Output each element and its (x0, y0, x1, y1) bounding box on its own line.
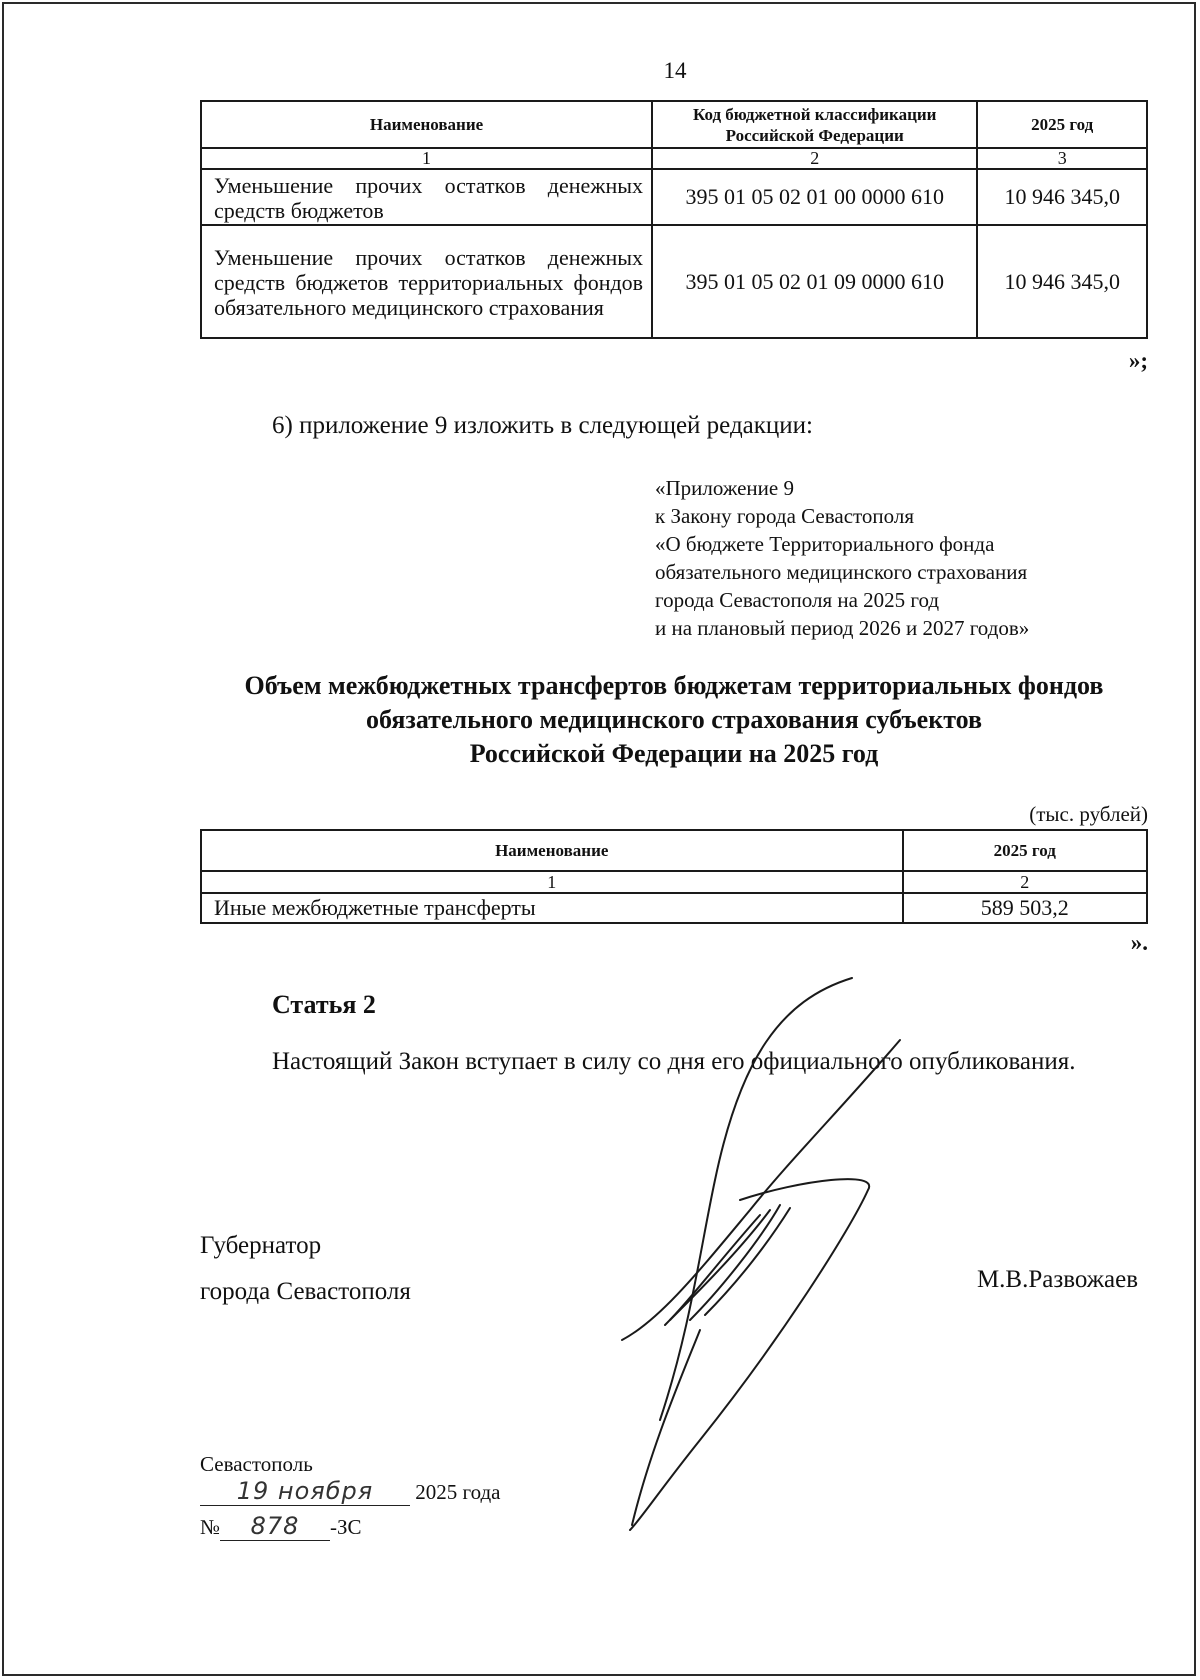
appendix-title-line: обязательного медицинского страхования субъектов (365, 705, 983, 734)
footer-date (200, 1477, 501, 1506)
number-prefix: № (200, 1515, 221, 1539)
column-number: 3 (977, 148, 1147, 169)
appendix-header-line: к Закону города Севастополя (655, 504, 915, 528)
handwritten-date: 19 ноября (200, 1477, 410, 1506)
unit-label: (тыс. рублей) (1029, 802, 1148, 826)
appendix-header (655, 474, 1029, 642)
row-value: 10 946 345,0 (977, 169, 1147, 225)
column-number: 2 (903, 871, 1147, 893)
row-name: Иные межбюджетные трансферты (201, 893, 903, 923)
row-code: 395 01 05 02 01 09 0000 610 (652, 225, 977, 338)
appendix-title-line: Российской Федерации на 2025 год (469, 739, 879, 768)
table2-closing-quote: ». (1130, 930, 1148, 955)
row-value: 10 946 345,0 (977, 225, 1147, 338)
page-number: 14 (663, 58, 687, 83)
article-text: Настоящий Закон вступает в силу со дня его официального опубликования. (272, 1048, 1076, 1075)
column-number: 2 (652, 148, 977, 169)
signatory-name: М.В.Развожаев (976, 1266, 1138, 1293)
signatory-position-line: города Севастополя (200, 1278, 411, 1305)
row-code: 395 01 05 02 01 00 0000 610 (652, 169, 977, 225)
appendix-header-line: и на плановый период 2026 и 2027 годов» (655, 616, 1030, 640)
signatory-position (200, 1223, 411, 1315)
column-header: Наименование (201, 101, 652, 148)
column-header: 2025 год (977, 101, 1147, 148)
appendix-header-line: города Севастополя на 2025 год (655, 588, 940, 612)
transfers-table (200, 829, 1148, 924)
footer-year: 2025 года (415, 1480, 501, 1504)
column-header: Наименование (201, 830, 903, 871)
table-row (201, 225, 1147, 338)
appendix-title (200, 669, 1148, 771)
source-financing-table (200, 100, 1148, 339)
column-number-row (201, 871, 1147, 893)
column-number: 1 (201, 148, 652, 169)
column-header: 2025 год (903, 830, 1147, 871)
amendment-text: 6) приложение 9 изложить в следующей редакции: (272, 412, 813, 439)
table-row (201, 893, 1147, 923)
row-name: Уменьшение прочих остатков денежных средств бюджетов (201, 169, 652, 225)
table-header-row (201, 830, 1147, 871)
appendix-header-line: обязательного медицинского страхования (655, 560, 1028, 584)
appendix-title-line: Объем межбюджетных трансфертов бюджетам территориальных фондов (244, 671, 1104, 700)
column-header: Код бюджетной классификации Российской Федерации (652, 101, 977, 148)
row-value: 589 503,2 (903, 893, 1147, 923)
table-header-row (201, 101, 1147, 148)
article-title: Статья 2 (272, 990, 376, 1019)
appendix-header-line: «Приложение 9 (655, 476, 794, 500)
column-number-row (201, 148, 1147, 169)
appendix-header-line: «О бюджете Территориального фонда (655, 532, 995, 556)
table-row (201, 169, 1147, 225)
row-name: Уменьшение прочих остатков денежных средств бюджетов территориальных фондов обязательного медицинского страхования (201, 225, 652, 338)
handwritten-number: 878 (220, 1512, 330, 1541)
column-number: 1 (201, 871, 903, 893)
footer-city: Севастополь (200, 1452, 313, 1476)
table1-closing-quote: »; (1128, 348, 1148, 373)
footer-number (200, 1512, 362, 1541)
signatory-position-line: Губернатор (200, 1232, 322, 1259)
number-suffix: -ЗС (330, 1515, 362, 1539)
